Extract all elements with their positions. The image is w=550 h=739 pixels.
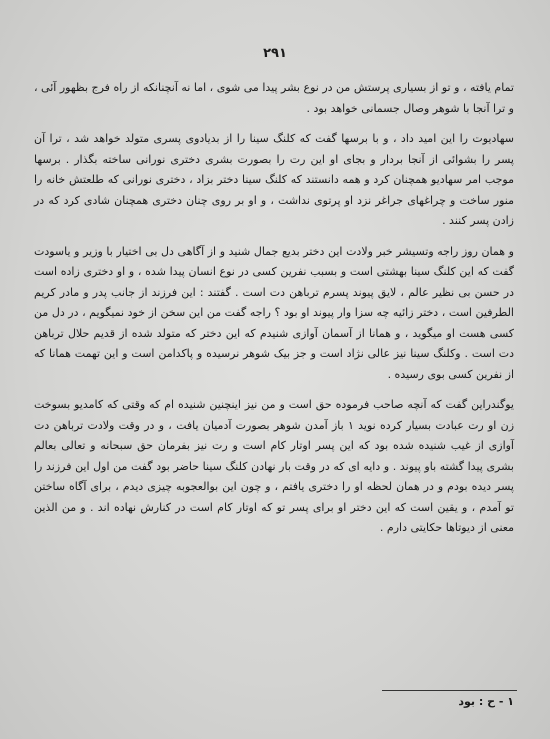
paragraph: سهادیوت را این امید داد ، و با برسها گفت که کلنگ سینا را از بدیادوی پسری متولد خواهد شد ، ترا آن پسر را بشوائی از آنجا بردار و بجای او این رت را بصورت بشری دختری نورانی ساخته بگذار . برسها موجب امر سهادیو همچنان کرد و همه دانستند که کلنگ سینا دختر بزاد ، دختری نورانی که طلعتش خانه را منور ساخت و چراغهای جراغر نزد او پرتوی نداشت ، و او بر روی چنان دختری همچنان شادی کرد که در زادن پسر کنند . bbox=[34, 132, 514, 227]
paragraph: و همان روز راجه وتسیشر خبر ولادت این دختر بدیع جمال شنید و از آگاهی دل بی اختیار با وزیر و یاسودت گفت که این کلنگ سینا بهشتی است و بسبب نفرین کسی در نوع انسان پیدا شده ، و او دختری زاده است در حسن بی نظیر عالم ، لایق پیوند پسرم ترباهن دت است . گفتند : این فرزند از جانب پدر و مادر کریم الطرفین است ، دختر زائیه چه سزا وار پیوند او بود ؟ راجه گفت من این سخن از خود نمیگویم ، در دل من کسی هست او میگوید ، و همانا از آسمان آوازی شنیدم که این دختر که متولد شده از قدیم حلال ترباهن دت است . وکلنگ سینا نیز عالی نژاد است و جز بیک شوهر نرسیده و پاکدامن است و این تهمت همانا که از نفرین کسی بوی رسیده . bbox=[34, 244, 514, 381]
page-number: ۲۹۱ bbox=[263, 46, 287, 61]
footnote: ۱ - ح : بود bbox=[458, 695, 514, 708]
body-text bbox=[34, 78, 514, 539]
footnote-divider bbox=[382, 690, 517, 691]
paragraph: یوگندراین گفت که آنچه صاحب فرموده حق است و من نیز اینچنین شنیده ام که وقتی که کامدیو بسوخت زن او رت عبادت بسیار کرده نوید ۱ باز آمدن شوهر بصورت آدمیان یافت ، و در وقت ولادت ترباهن دت آوازی از غیب شنیده شده بود که این پسر اوتار کام است و رت نیز بفرمان حق سبحانه و تعالی بعالم بشری پیدا گشته باو پیوند . و دایه ای که در وقت بار نهادن کلنگ سینا حاضر بود گفت من اول این فرزند را پسر دیده بودم و در همان لحظه او را دختری یافتم ، و چون این بوالعجوبه چیزی دیدم ، برای آگاه ساختن تو آمدم ، و یقین است که این دختر او برای پسر تو که اوتار کام است در کنارش نهاده اند . و من الذین معنی از دیوتاها حکایتی دارم . bbox=[34, 398, 515, 534]
paragraph: تمام یافته ، و تو از بسیاری پرستش من در نوع بشر پیدا می شوی ، اما نه آنچنانکه از راه فرج بظهور آئی ، و ترا آنجا با شوهر وصال جسمانی خواهد بود . bbox=[34, 81, 514, 115]
